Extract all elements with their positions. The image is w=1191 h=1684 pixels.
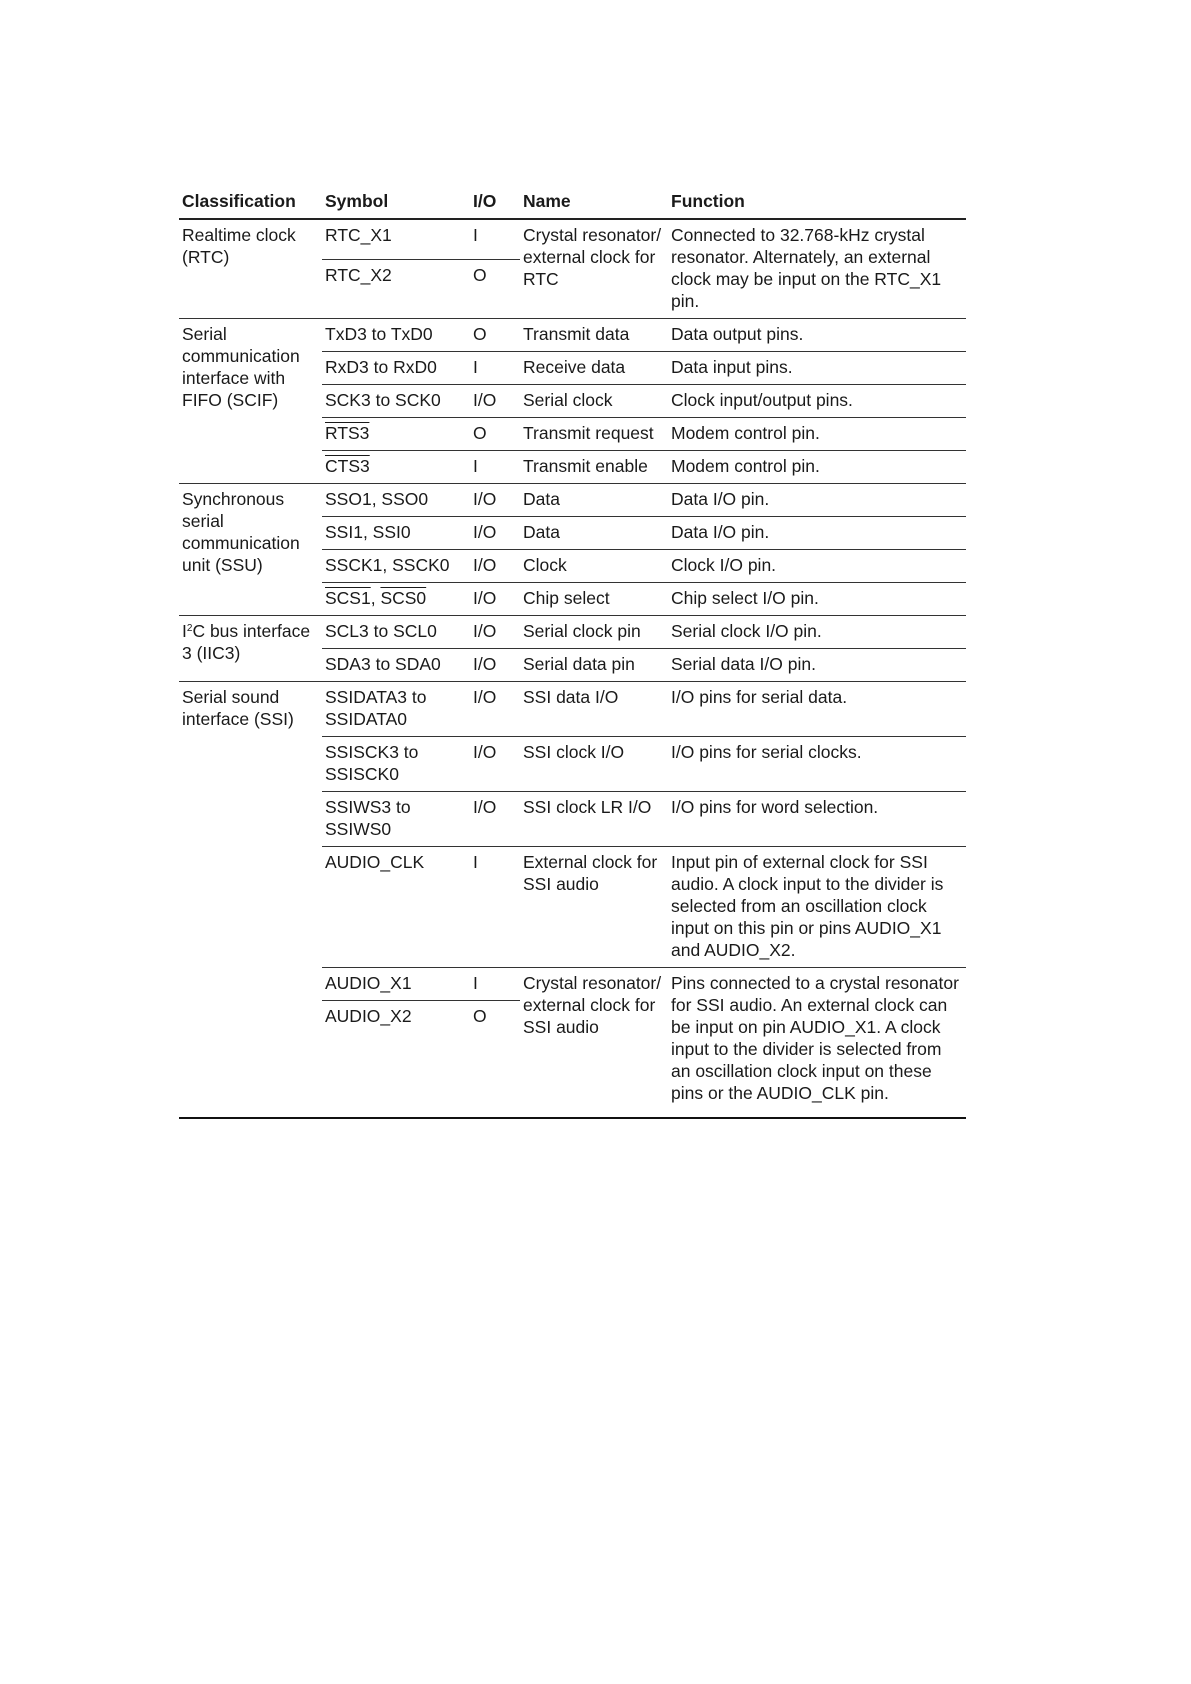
symbol-cell: SSIWS3 to SSIWS0 (322, 792, 470, 847)
symbol-cell (322, 418, 470, 451)
header-symbol: Symbol (322, 184, 470, 219)
symbol-cell: RxD3 to RxD0 (322, 352, 470, 385)
io-cell: I/O (470, 792, 520, 847)
symbol-cell: SSISCK3 to SSISCK0 (322, 737, 470, 792)
table-row (179, 616, 966, 649)
io-cell: O (470, 418, 520, 451)
name-cell: Clock (520, 550, 668, 583)
classification-cell: Synchronous serial communication unit (SSU) (179, 484, 322, 616)
io-cell: I/O (470, 484, 520, 517)
symbol-cell (322, 583, 470, 616)
name-cell: Chip select (520, 583, 668, 616)
function-cell: Data I/O pin. (668, 517, 966, 550)
name-cell: External clock for SSI audio (520, 847, 668, 968)
table-row (179, 319, 966, 352)
io-cell: I/O (470, 682, 520, 737)
header-io: I/O (470, 184, 520, 219)
name-cell: SSI clock I/O (520, 737, 668, 792)
table-row (179, 484, 966, 517)
name-cell: Data (520, 517, 668, 550)
name-cell: SSI clock LR I/O (520, 792, 668, 847)
name-cell: Serial clock pin (520, 616, 668, 649)
symbol-overline-text: SCS1 (325, 588, 371, 608)
table-header-row (179, 184, 966, 219)
name-cell: Receive data (520, 352, 668, 385)
io-cell: I/O (470, 385, 520, 418)
name-cell: Transmit request (520, 418, 668, 451)
io-cell: I/O (470, 649, 520, 682)
table-row (179, 219, 966, 260)
symbol-cell: SDA3 to SDA0 (322, 649, 470, 682)
symbol-cell (322, 451, 470, 484)
function-cell: Input pin of external clock for SSI audio. A clock input to the divider is selected from an oscillation clock input on this pin or pins AUDIO_X1 and AUDIO_X2. (668, 847, 966, 968)
header-function: Function (668, 184, 966, 219)
pin-function-table (179, 184, 966, 1119)
name-cell: Transmit enable (520, 451, 668, 484)
symbol-cell: TxD3 to TxD0 (322, 319, 470, 352)
function-cell: I/O pins for serial data. (668, 682, 966, 737)
header-classification: Classification (179, 184, 322, 219)
function-cell: Data output pins. (668, 319, 966, 352)
function-cell: Serial data I/O pin. (668, 649, 966, 682)
name-cell: Crystal resonator/ external clock for RTC (520, 219, 668, 319)
classification-cell (179, 616, 322, 682)
function-cell: Pins connected to a crystal resonator for SSI audio. An external clock can be input on pin AUDIO_X1. A clock input to the divider is selected from an oscillation clock input on these pins or the AUDIO_CLK pin. (668, 968, 966, 1119)
symbol-cell: AUDIO_CLK (322, 847, 470, 968)
name-cell: Serial data pin (520, 649, 668, 682)
classification-rest: C bus interface 3 (IIC3) (182, 621, 311, 663)
io-cell: I (470, 847, 520, 968)
symbol-cell: SCK3 to SCK0 (322, 385, 470, 418)
classification-cell: Serial communication interface with FIFO (SCIF) (179, 319, 322, 484)
function-cell: I/O pins for word selection. (668, 792, 966, 847)
io-cell: I/O (470, 583, 520, 616)
io-cell: I (470, 219, 520, 260)
classification-superscript: 2 (186, 623, 193, 634)
table-row (179, 682, 966, 737)
symbol-cell: AUDIO_X2 (322, 1001, 470, 1119)
io-cell: I/O (470, 737, 520, 792)
symbol-cell: SCL3 to SCL0 (322, 616, 470, 649)
symbol-cell: SSCK1, SSCK0 (322, 550, 470, 583)
io-cell: I (470, 968, 520, 1001)
function-cell: Modem control pin. (668, 418, 966, 451)
name-cell: SSI data I/O (520, 682, 668, 737)
io-cell: O (470, 1001, 520, 1119)
function-cell: Clock input/output pins. (668, 385, 966, 418)
classification-cell: Realtime clock (RTC) (179, 219, 322, 319)
name-cell: Transmit data (520, 319, 668, 352)
function-cell: Chip select I/O pin. (668, 583, 966, 616)
symbol-overline-text: CTS3 (325, 456, 370, 476)
symbol-cell: SSIDATA3 to SSIDATA0 (322, 682, 470, 737)
io-cell: I (470, 352, 520, 385)
function-cell: Clock I/O pin. (668, 550, 966, 583)
io-cell: I/O (470, 517, 520, 550)
io-cell: I/O (470, 550, 520, 583)
symbol-cell: SSI1, SSI0 (322, 517, 470, 550)
io-cell: I/O (470, 616, 520, 649)
symbol-cell: RTC_X1 (322, 219, 470, 260)
function-cell: Modem control pin. (668, 451, 966, 484)
name-cell: Serial clock (520, 385, 668, 418)
io-cell: O (470, 319, 520, 352)
classification-cell: Serial sound interface (SSI) (179, 682, 322, 1119)
name-cell: Crystal resonator/ external clock for SSI audio (520, 968, 668, 1119)
symbol-separator: , (370, 588, 381, 608)
header-name: Name (520, 184, 668, 219)
symbol-overline-text: RTS3 (325, 423, 370, 443)
symbol-cell: RTC_X2 (322, 260, 470, 319)
name-cell: Data (520, 484, 668, 517)
function-cell: Connected to 32.768-kHz crystal resonator. Alternately, an external clock may be input on the RTC_X1 pin. (668, 219, 966, 319)
function-cell: Data I/O pin. (668, 484, 966, 517)
function-cell: I/O pins for serial clocks. (668, 737, 966, 792)
symbol-overline-text: SCS0 (380, 588, 427, 608)
symbol-cell: SSO1, SSO0 (322, 484, 470, 517)
io-cell: I (470, 451, 520, 484)
symbol-cell: AUDIO_X1 (322, 968, 470, 1001)
classification-prefix: I (182, 621, 187, 641)
io-cell: O (470, 260, 520, 319)
function-cell: Serial clock I/O pin. (668, 616, 966, 649)
function-cell: Data input pins. (668, 352, 966, 385)
